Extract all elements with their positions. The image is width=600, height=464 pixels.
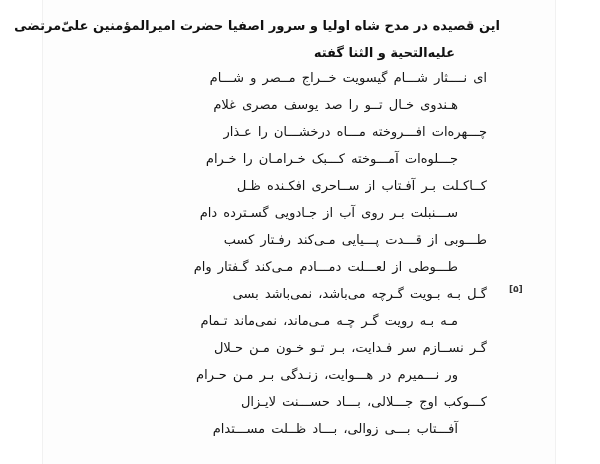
verse-line-8: طـــوطی از لعـــلت دمـــادم مـی‌کند گـفتار وام (193, 260, 458, 275)
verse-line-3: چـــهره‌ات افـــروخته مـــاه درخشـــان را عـذار (223, 125, 487, 140)
verse-line-14: آفـــتاب بـــی زوالی، بـــاد ظــلت مســـتدام (212, 422, 458, 437)
verse-line-10: مـه بـه رویت گـر چـه مـی‌ماند، نمی‌ماند تـمام (200, 314, 458, 329)
poem-heading-line-2: علیه‌التحیة و الثنا گفته (313, 46, 455, 61)
verse-line-9: گـل بـه بـویت گـرچه می‌باشد، نمی‌باشد بسی (232, 287, 487, 302)
verse-line-12: ور نـــمیرم در هـــوایت، زنـدگی بـر مـن حـرام (196, 368, 458, 383)
verse-line-7: طـــوبی از قـــدت پـــیایی مـی‌کند رفـتار کسب (223, 233, 487, 248)
poem-heading-line-1: این قصیده در مدح شاه اولیا و سرور اصفیا حضرت امیرالمؤمنین علیّ‌مرتضی (14, 19, 500, 34)
verse-line-6: ســـنبلت بـر روی آب از جـادویی گسـترده دام (199, 206, 458, 221)
verse-line-2: هـندوی خـال تــو را صد یوسف مصری غلام (213, 98, 458, 113)
verse-line-1: ای نــــثار شـــام گیسویت خــراج مــصر و شـــام (209, 71, 487, 86)
verse-line-5: کــاکـلت بـر آفـتاب از ســاحری افکـنده ظـل (236, 179, 487, 194)
verse-line-11: گـر نســازم سر فـدایت، بـر تـو خـون مـن حـلال (213, 341, 487, 356)
verse-line-4: جـــلوه‌ات آمـــوخته کـــبک خـرامـان را خـرام (205, 152, 458, 167)
verse-number-marker: [۵] (509, 285, 523, 295)
verse-line-13: کـــوکب اوج جـــلالی، بـــاد حســـنت لایـزال (240, 395, 487, 410)
